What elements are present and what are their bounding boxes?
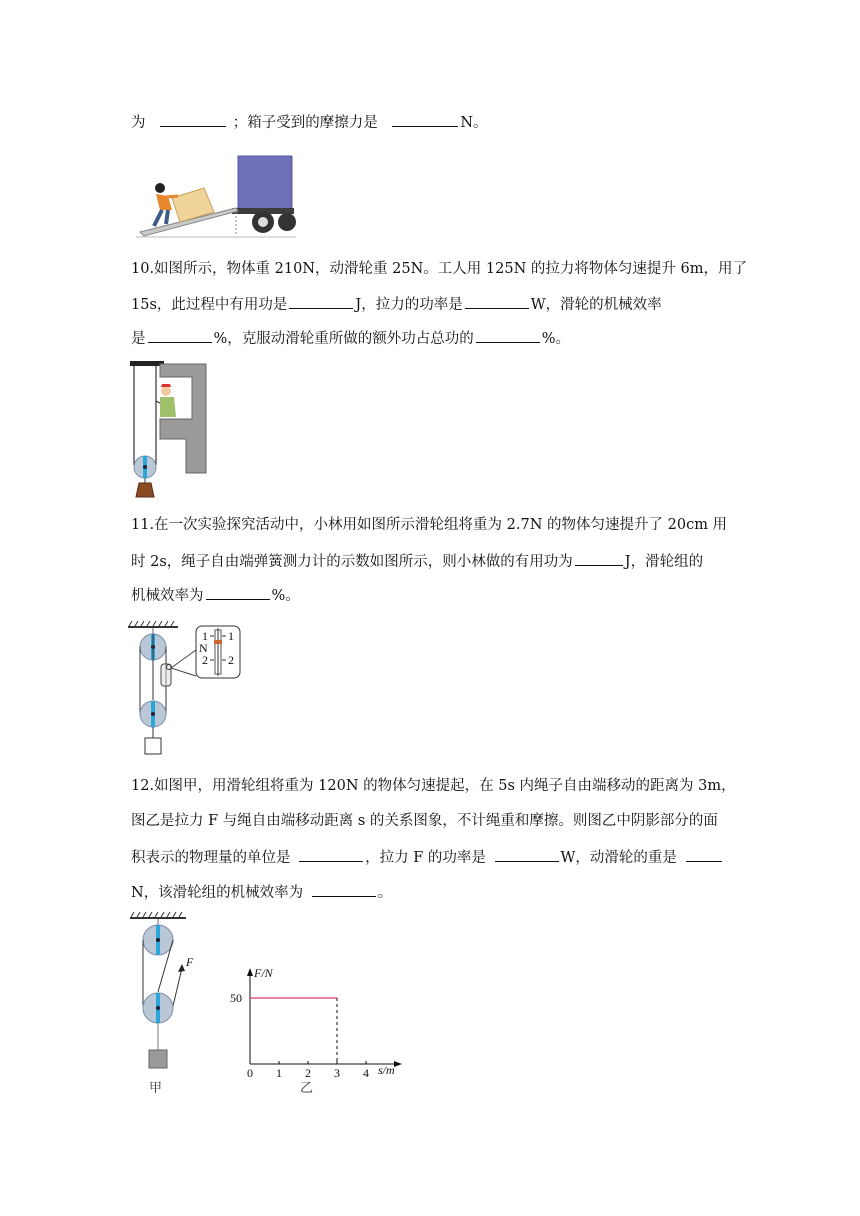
q10-blank-power[interactable] — [465, 294, 529, 309]
q12-figure-jia — [128, 910, 198, 1100]
q11-line-1: 11.在一次实验探究活动中，小林用如图所示滑轮组将重为 2.7N 的物体匀速提升了 20cm 用 — [131, 517, 728, 533]
x-tick-label-4: 4 — [363, 1066, 369, 1080]
q12-blank-pulley-weight[interactable] — [686, 847, 722, 862]
q10-text-3c: %。 — [541, 331, 571, 347]
caption-yi: 乙 — [300, 1081, 314, 1096]
force-label-F: F — [186, 955, 194, 969]
q12-line-2: 图乙是拉力 F 与绳自由端移动距离 s 的关系图象，不计绳重和摩擦。则图乙中阴影部分的面 — [131, 813, 718, 829]
q11-line-3 — [131, 585, 300, 606]
q11-text-3b: %。 — [271, 588, 300, 604]
q10-line-3 — [131, 328, 570, 349]
q12-line-1: 12.如图甲，用滑轮组将重为 120N 的物体匀速提起，在 5s 内绳子自由端移动的距离为 3m， — [131, 778, 736, 794]
scale-tick-2-right: 2 — [228, 653, 234, 667]
x-tick-label-1: 1 — [276, 1066, 282, 1080]
y-axis-label: F/N — [254, 966, 273, 980]
truck-body — [238, 156, 292, 211]
x-axis-label: s/m — [378, 1063, 395, 1077]
q11-text-2a: 时 2s，绳子自由端弹簧测力计的示数如图所示，则小林做的有用功为 — [131, 554, 573, 570]
q12-text-3b: ，拉力 F 的功率是 — [365, 850, 486, 866]
q12-blank-power[interactable] — [495, 847, 559, 862]
q10-text-2a: 15s，此过程中有用功是 — [131, 297, 288, 313]
q11-blank-useful-work[interactable] — [575, 551, 623, 566]
q11-text-3a: 机械效率为 — [131, 588, 204, 604]
q11-blank-efficiency[interactable] — [206, 585, 270, 600]
q9-text-b: ；箱子受到的摩擦力是 — [232, 115, 378, 131]
q12-line-3 — [131, 847, 724, 868]
scale-tick-1-right: 1 — [228, 629, 234, 643]
q10-figure-pulley-worker — [130, 361, 210, 501]
x-tick-label-3: 3 — [334, 1066, 340, 1080]
q12-text-4b: 。 — [377, 885, 393, 901]
x-axis-arrow — [394, 1061, 402, 1067]
q9-line — [131, 112, 488, 133]
q9-blank-1[interactable] — [160, 112, 226, 127]
q9-blank-2[interactable] — [392, 112, 458, 127]
y-tick-label-50: 50 — [230, 991, 242, 1005]
q12-text-3a: 积表示的物理量的单位是 — [131, 850, 291, 866]
q12-figure-yi-graph — [228, 962, 414, 1096]
q10-blank-useful-work[interactable] — [289, 294, 353, 309]
caption-jia: 甲 — [149, 1081, 163, 1096]
x-tick-label-2: 2 — [305, 1066, 311, 1080]
q10-text-2c: W，滑轮的机械效率 — [530, 297, 662, 313]
scale-tick-1-left: 1 — [202, 629, 208, 643]
q12-text-3c: W，动滑轮的重是 — [560, 850, 677, 866]
q10-blank-efficiency[interactable] — [148, 328, 212, 343]
q11-figure-pulley-scale — [128, 620, 248, 760]
q9-figure-truck-ramp — [136, 152, 296, 242]
scale-unit: N — [199, 641, 208, 655]
q12-line-4 — [131, 882, 392, 903]
q12-blank-efficiency[interactable] — [312, 882, 376, 897]
scale-tick-2-left: 2 — [202, 653, 208, 667]
q9-text-c: N。 — [460, 115, 488, 131]
x-tick-label-0: 0 — [247, 1066, 253, 1080]
q10-text-3a: 是 — [131, 331, 146, 347]
q9-text-a: 为 — [131, 115, 146, 131]
q11-text-2b: J，滑轮组的 — [624, 554, 704, 570]
q10-line-2 — [131, 294, 662, 315]
y-axis-arrow — [247, 968, 253, 976]
q10-blank-extra-work[interactable] — [476, 328, 540, 343]
q10-text-2b: J，拉力的功率是 — [355, 297, 463, 313]
q10-line-1: 10.如图所示，物体重 210N，动滑轮重 25N。工人用 125N 的拉力将物体匀速提升 6m，用了 — [131, 261, 747, 277]
q10-text-3b: %，克服动滑轮重所做的额外功占总功的 — [213, 331, 474, 347]
q12-text-4a: N，该滑轮组的机械效率为 — [131, 885, 304, 901]
q12-blank-unit[interactable] — [299, 847, 363, 862]
q11-line-2 — [131, 551, 703, 572]
